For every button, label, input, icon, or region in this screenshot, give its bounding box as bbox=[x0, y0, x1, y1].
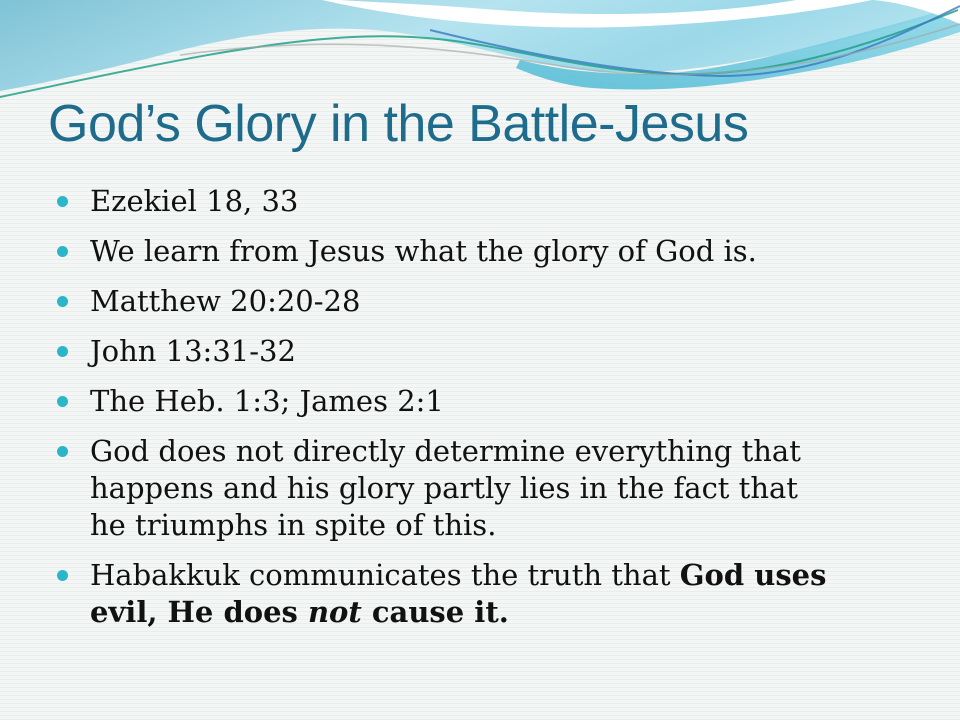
list-item bbox=[50, 557, 842, 631]
slide-title: God’s Glory in the Battle-Jesus bbox=[48, 95, 749, 153]
bullet-icon bbox=[57, 570, 68, 581]
list-item bbox=[50, 433, 842, 544]
list-item bbox=[50, 383, 842, 420]
bullet-text: Matthew 20:20-28 bbox=[90, 284, 361, 318]
list-item bbox=[50, 183, 842, 220]
bullet-icon bbox=[57, 196, 68, 207]
bullet-text: Ezekiel 18, 33 bbox=[90, 184, 299, 218]
bullet-text: The Heb. 1:3; James 2:1 bbox=[90, 384, 444, 418]
bullet-icon bbox=[57, 296, 68, 307]
bullet-text: We learn from Jesus what the glory of God is. bbox=[90, 234, 757, 268]
list-item bbox=[50, 283, 842, 320]
list-item bbox=[50, 333, 842, 370]
bullet-icon bbox=[57, 346, 68, 357]
bullet-icon bbox=[57, 446, 68, 457]
bullet-text: God does not directly determine everything that happens and his glory partly lies in the fact that he triumphs in spite of this. bbox=[90, 434, 801, 542]
bullet-icon bbox=[57, 396, 68, 407]
bullet-icon bbox=[57, 246, 68, 257]
bullet-list bbox=[50, 183, 842, 631]
list-item bbox=[50, 233, 842, 270]
slide-body bbox=[50, 183, 910, 644]
bullet-text: John 13:31-32 bbox=[90, 334, 296, 368]
bullet-text: Habakkuk communicates the truth that God uses evil, He does not cause it. bbox=[90, 558, 827, 629]
